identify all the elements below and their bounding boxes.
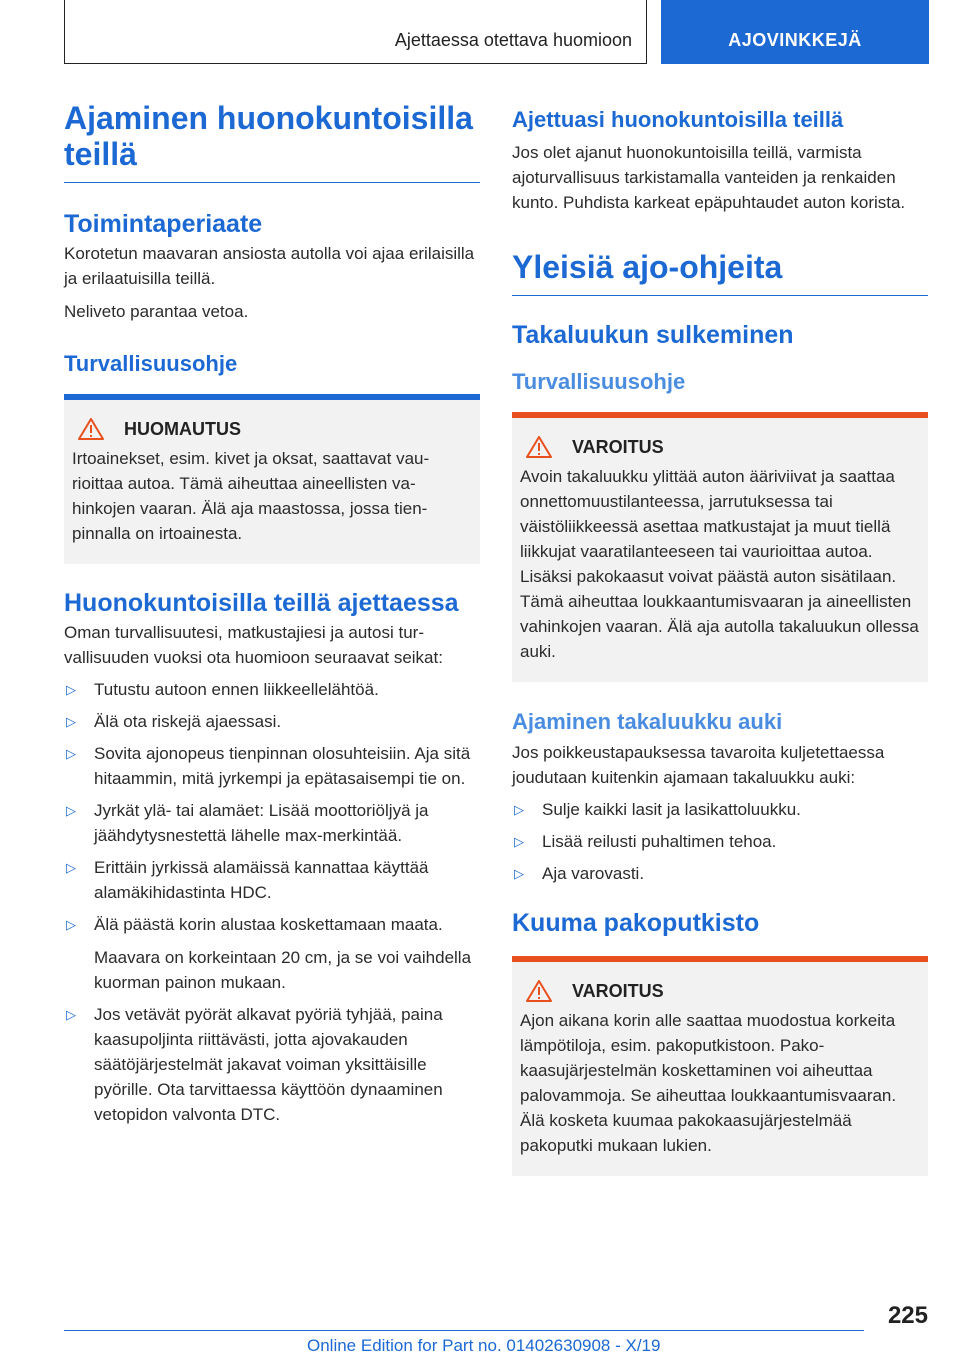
chapter-title: AJOVINKKEJÄ bbox=[728, 30, 862, 50]
notice-title: HUOMAUTUS bbox=[124, 418, 241, 439]
list-item: ▷ Lisää reilusti puhaltimen tehoa. bbox=[512, 829, 928, 854]
tailgate-open-heading: Ajaminen takaluukku auki bbox=[512, 709, 783, 734]
chapter-tab bbox=[661, 0, 929, 64]
after-driving-text: Jos olet ajanut huonokuntoisilla teillä, varmista ajoturvallisuus tarkistamalla vanteiden ja renkaiden kunto. Puhdista karkeat epäpuhtaudet auton korista. bbox=[512, 143, 906, 212]
footer-edition: Online Edition for Part no. 01402630908 - X/19 bbox=[307, 1336, 661, 1355]
tailgate-bullet-list bbox=[512, 797, 928, 886]
notice-text: Irtoainekset, esim. kivet ja oksat, saattavat vaurioittaa autoa. Tämä aiheuttaa aineellisten vahinkojen vaaran. Älä aja maastossa, jossa tienpinnalla on irtoainesta. bbox=[72, 449, 430, 543]
warning-triangle-icon bbox=[78, 418, 104, 440]
triangle-bullet-icon: ▷ bbox=[66, 714, 76, 729]
triangle-bullet-icon: ▷ bbox=[66, 1007, 76, 1022]
main-heading: Ajaminen huonokuntoisilla teillä bbox=[64, 100, 480, 183]
list-item: ▷ Tutustu autoon ennen liikkeellelähtöä. bbox=[64, 677, 480, 702]
tailgate-heading: Takaluukun sulkeminen bbox=[512, 321, 794, 349]
list-item: ▷ Sulje kaikki lasit ja lasikattoluukku. bbox=[512, 797, 928, 822]
right-column bbox=[512, 106, 928, 1176]
warning-title: VAROITUS bbox=[572, 980, 664, 1001]
driving-bullet-list bbox=[64, 677, 480, 1127]
driving-heading: Huonokuntoisilla teillä ajettaessa bbox=[64, 589, 459, 617]
section-title: Ajettaessa otettava huomioon bbox=[394, 30, 632, 50]
principle-heading: Toimintaperiaate bbox=[64, 210, 263, 238]
list-item: ▷ Sovita ajonopeus tienpinnan olosuhteisiin. Aja sitä hitaammin, mitä jyrkempi ja epätasaisempi tie on. bbox=[64, 741, 480, 791]
principle-paragraph-2: Neliveto parantaa vetoa. bbox=[64, 302, 249, 321]
principle-paragraph-1: Korotetun maavaran ansiosta autolla voi ajaa erilaisilla ja erilaatuisilla teillä. bbox=[64, 244, 475, 288]
warning-title: VAROITUS bbox=[572, 436, 664, 457]
warning-box-tailgate bbox=[512, 412, 928, 682]
list-item: ▷ Älä päästä korin alustaa koskettamaan maata. Maavara on korkeintaan 20 cm, ja se voi vaihdella kuorman painon mukaan. bbox=[64, 912, 480, 995]
warning-triangle-icon bbox=[526, 436, 552, 458]
triangle-bullet-icon: ▷ bbox=[66, 746, 76, 761]
page-number: 225 bbox=[887, 1302, 928, 1329]
list-item: ▷ Jyrkät ylä- tai alamäet: Lisää moottoriöljyä ja jäähdytysnestettä lähelle max-merkintää. bbox=[64, 798, 480, 848]
warning-triangle-icon bbox=[526, 980, 552, 1002]
general-driving-heading: Yleisiä ajo-ohjeita bbox=[512, 249, 928, 296]
exhaust-heading: Kuuma pakoputkisto bbox=[512, 909, 760, 937]
list-item: ▷ Aja varovasti. bbox=[512, 861, 928, 886]
triangle-bullet-icon: ▷ bbox=[514, 866, 524, 881]
page-header bbox=[64, 0, 929, 64]
tailgate-open-text: Jos poikkeustapauksessa tavaroita kuljetettaessa joudutaan kuitenkin ajamaan takaluukku auki: bbox=[512, 743, 885, 787]
triangle-bullet-icon: ▷ bbox=[66, 803, 76, 818]
safety-heading: Turvallisuusohje bbox=[64, 351, 238, 376]
after-driving-heading: Ajettuasi huonokuntoisilla teillä bbox=[512, 107, 844, 132]
warning-text: Ajon aikana korin alle saattaa muodostua korkeita lämpötiloja, esim. pakoputkistoon. Pakokaasujärjestelmän koskettaminen voi aiheuttaa palovammoja. Se aiheuttaa loukkaantumisvaaran. Älä kosketa kuumaa pakokaasujärjestelmää pakoputki mukaan lukien. bbox=[520, 1011, 897, 1155]
list-item-note: Maavara on korkeintaan 20 cm, ja se voi vaihdella kuorman painon mukaan. bbox=[94, 948, 472, 992]
list-item: ▷ Älä ota riskejä ajaessasi. bbox=[64, 709, 480, 734]
warning-box-exhaust bbox=[512, 956, 928, 1176]
triangle-bullet-icon: ▷ bbox=[66, 860, 76, 875]
triangle-bullet-icon: ▷ bbox=[66, 682, 76, 697]
triangle-bullet-icon: ▷ bbox=[514, 802, 524, 817]
notice-box bbox=[64, 394, 480, 564]
footer-divider bbox=[64, 1330, 864, 1331]
left-column bbox=[64, 100, 480, 1127]
list-item: ▷ Jos vetävät pyörät alkavat pyöriä tyhjää, paina kaasupoljinta riittävästi, jotta ajovakauden säätöjärjestelmät jakavat voiman yksittäisille pyörille. Ota tarvittaessa käyttöön dynaaminen vetopidon valvonta DTC. bbox=[64, 1002, 480, 1127]
list-item: ▷ Erittäin jyrkissä alamäissä kannattaa käyttää alamäkihidastinta HDC. bbox=[64, 855, 480, 905]
safety-heading-right: Turvallisuusohje bbox=[512, 369, 686, 394]
warning-text: Avoin takaluukku ylittää auton ääriviivat ja saattaa onnettomuustilanteessa, jarrutuksessa tai väistöliikkeessä asettaa matkustajat ja muut tiellä liikkujat vaaratilanteeseen tai vaurioittaa autoa. Lisäksi pakokaasut voivat päästä auton sisätilaan. Tämä aiheuttaa loukkaantumisvaaran ja aineellisten vahinkojen vaaran. Älä aja autolla takaluukun ollessa auki. bbox=[520, 467, 919, 661]
driving-intro: Oman turvallisuutesi, matkustajiesi ja autosi turvallisuuden vuoksi ota huomioon seuraavat seikat: bbox=[64, 623, 443, 667]
triangle-bullet-icon: ▷ bbox=[514, 834, 524, 849]
section-title-box bbox=[64, 0, 647, 64]
triangle-bullet-icon: ▷ bbox=[66, 917, 76, 932]
